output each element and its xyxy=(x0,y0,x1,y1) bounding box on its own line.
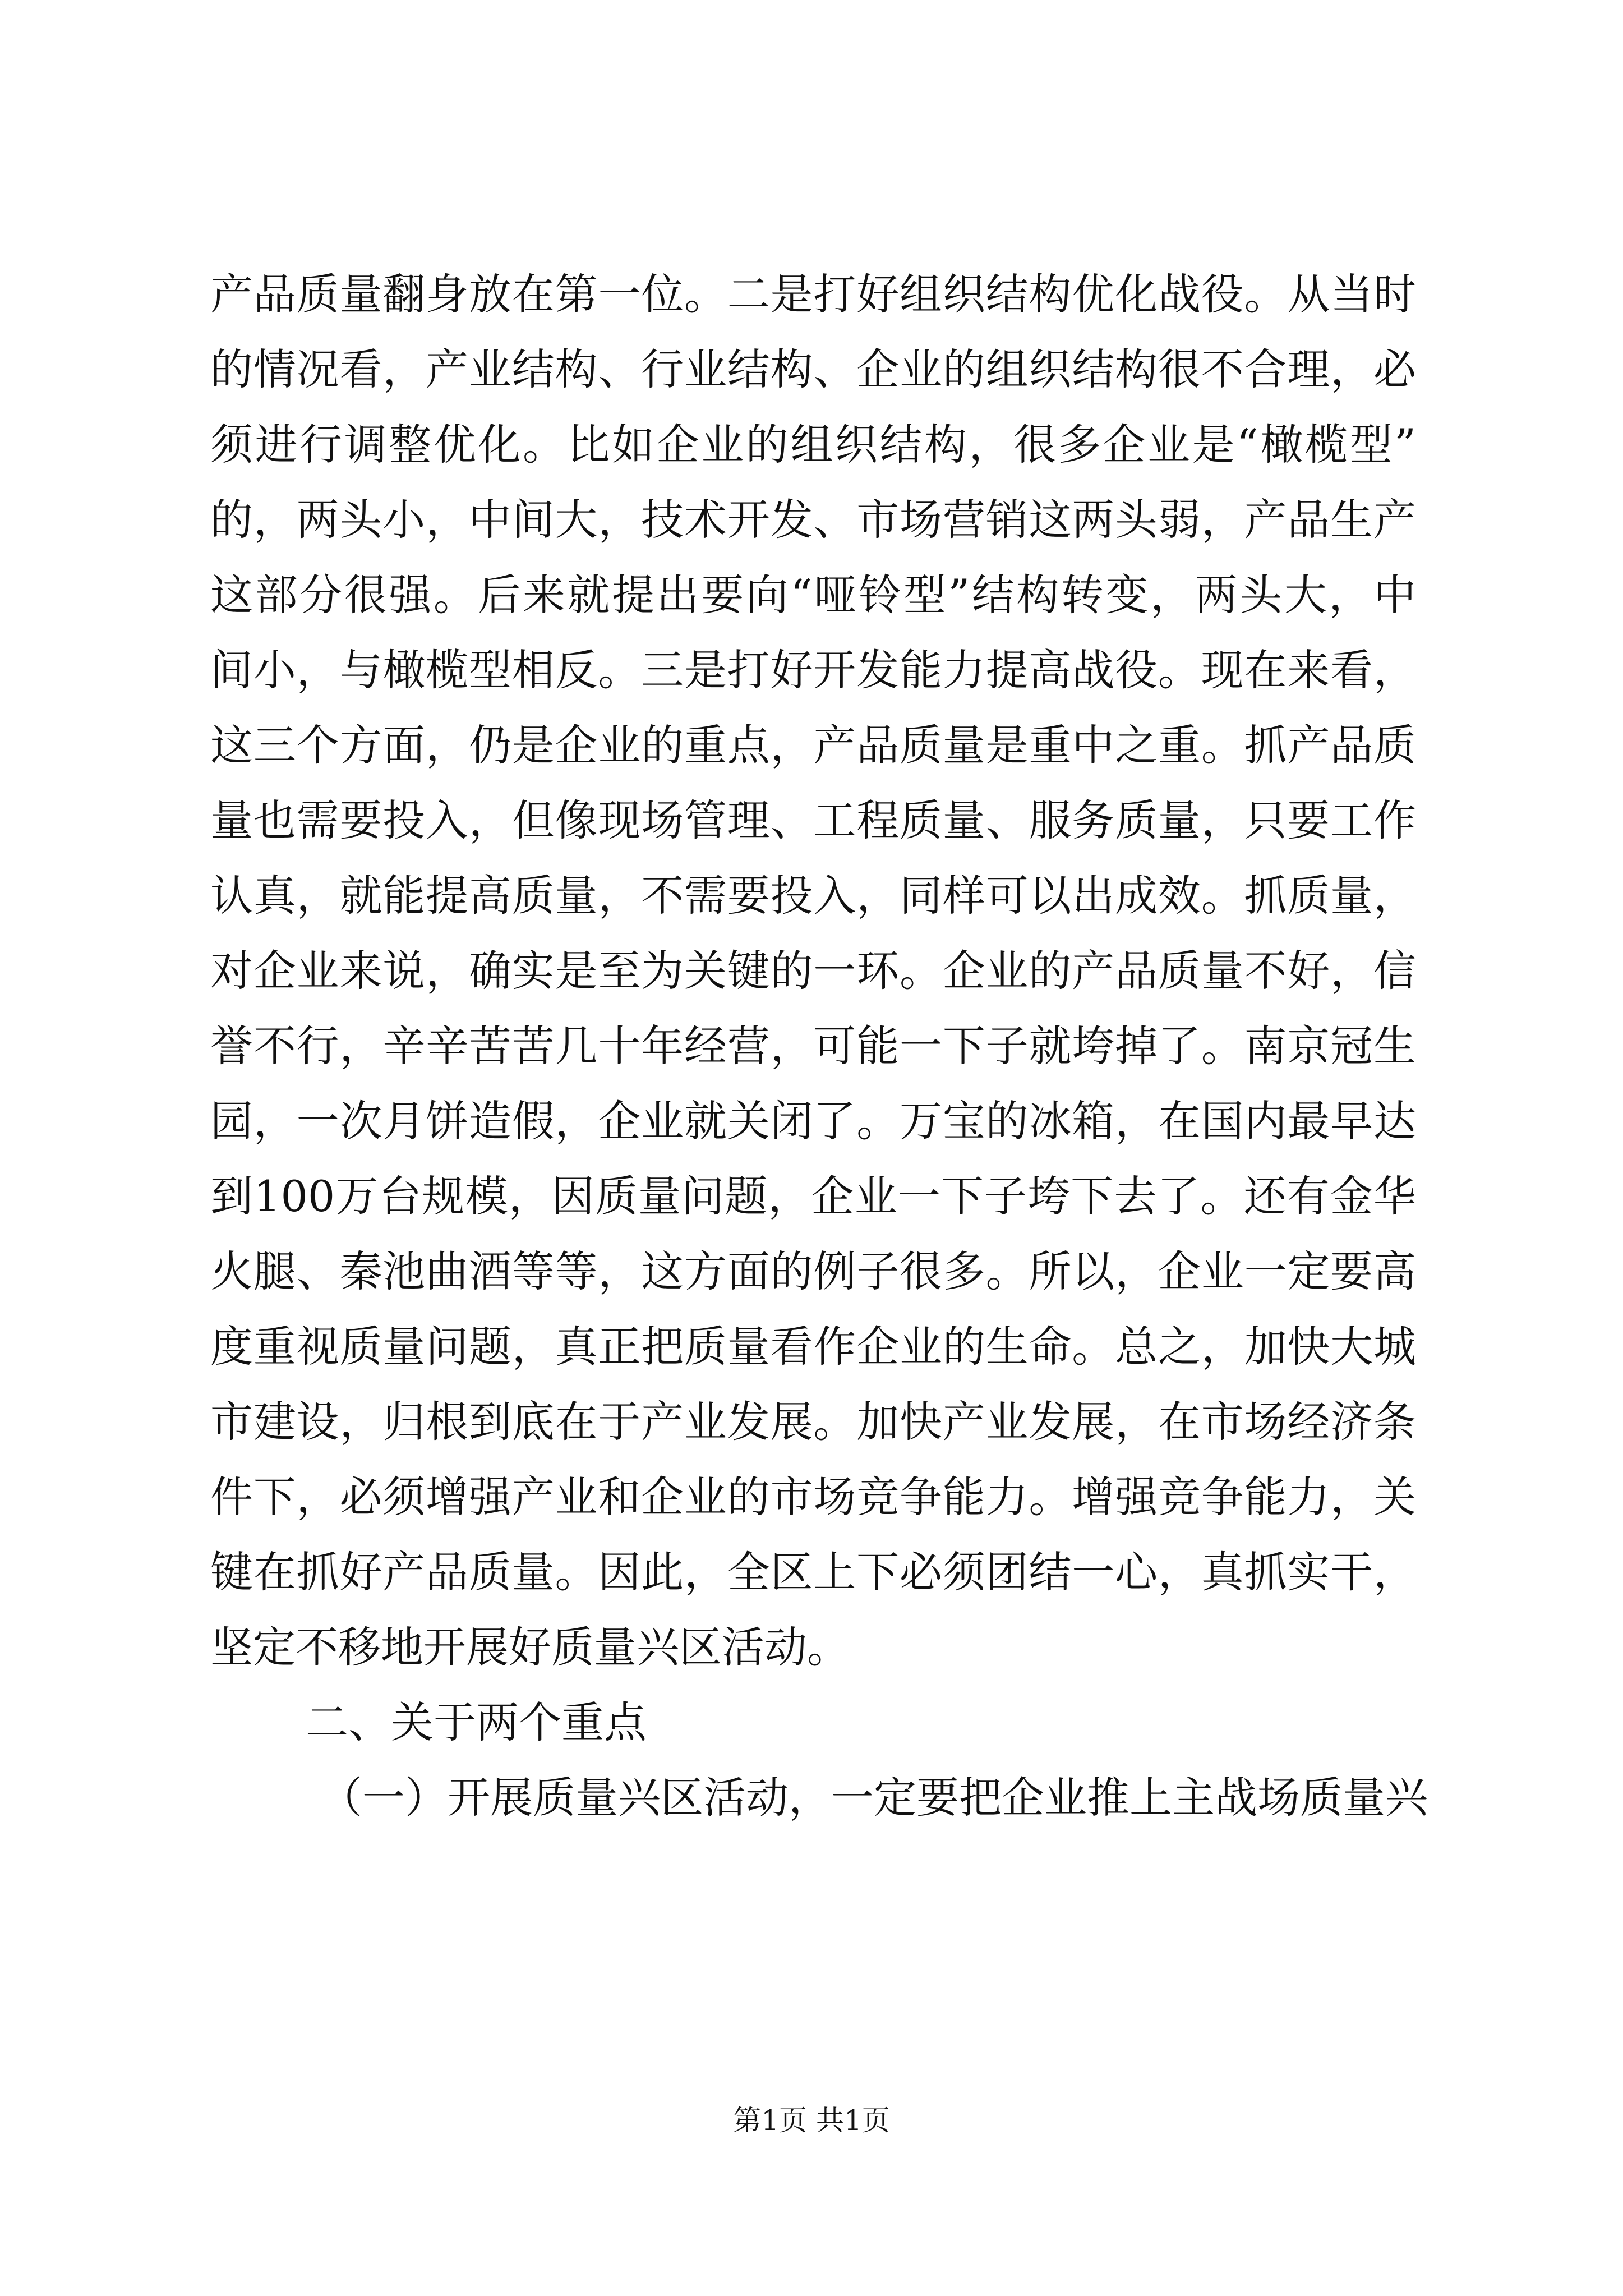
paragraph-line-2: 的情况看，产业结构、行业结构、企业的组织结构很不合理，必 xyxy=(210,344,1416,394)
paragraph-line-3: 须进行调整优化。比如企业的组织结构，很多企业是“橄榄型” xyxy=(210,420,1416,470)
paragraph-line-9: 认真，就能提高质量，不需要投入，同样可以出成效。抓质量， xyxy=(210,871,1416,921)
document-body xyxy=(210,257,1428,1835)
paragraph-line-19: 坚定不移地开展好质量兴区活动。 xyxy=(210,1622,850,1672)
paragraph-line-8: 量也需要投入，但像现场管理、工程质量、服务质量，只要工作 xyxy=(210,795,1416,845)
paragraph-line-11: 誉不行，辛辛苦苦几十年经营，可能一下子就垮掉了。南京冠生 xyxy=(210,1021,1416,1071)
paragraph-line-12: 园，一次月饼造假，企业就关闭了。万宝的冰箱，在国内最早达 xyxy=(210,1096,1416,1146)
paragraph-line-10: 对企业来说，确实是至为关键的一环。企业的产品质量不好，信 xyxy=(210,946,1416,996)
paragraph-line-6: 间小，与橄榄型相反。三是打好开发能力提高战役。现在来看， xyxy=(210,645,1416,695)
paragraph-line-7: 这三个方面，仍是企业的重点，产品质量是重中之重。抓产品质 xyxy=(210,720,1416,770)
paragraph-line-17: 件下，必须增强产业和企业的市场竞争能力。增强竞争能力，关 xyxy=(210,1472,1416,1522)
section-heading: 二、关于两个重点 xyxy=(306,1697,647,1747)
paragraph-line-16: 市建设，归根到底在于产业发展。加快产业发展，在市场经济条 xyxy=(210,1397,1416,1447)
subsection-heading: （一）开展质量兴区活动，一定要把企业推上主战场质量兴 xyxy=(320,1773,1428,1823)
paragraph-line-14: 火腿、秦池曲酒等等，这方面的例子很多。所以，企业一定要高 xyxy=(210,1246,1416,1296)
paragraph-line-18: 键在抓好产品质量。因此，全区上下必须团结一心，真抓实干， xyxy=(210,1547,1416,1597)
paragraph-line-15: 度重视质量问题，真正把质量看作企业的生命。总之，加快大城 xyxy=(210,1322,1416,1372)
page-number-footer: 第1页 共1页 xyxy=(733,2104,890,2137)
paragraph-line-13: 到100万台规模，因质量问题，企业一下子垮下去了。还有金华 xyxy=(210,1171,1416,1221)
paragraph-line-5: 这部分很强。后来就提出要向“哑铃型”结构转变，两头大，中 xyxy=(210,570,1416,620)
paragraph-line-1: 产品质量翻身放在第一位。二是打好组织结构优化战役。从当时 xyxy=(210,269,1416,319)
paragraph-line-4: 的，两头小，中间大，技术开发、市场营销这两头弱，产品生产 xyxy=(210,495,1416,545)
